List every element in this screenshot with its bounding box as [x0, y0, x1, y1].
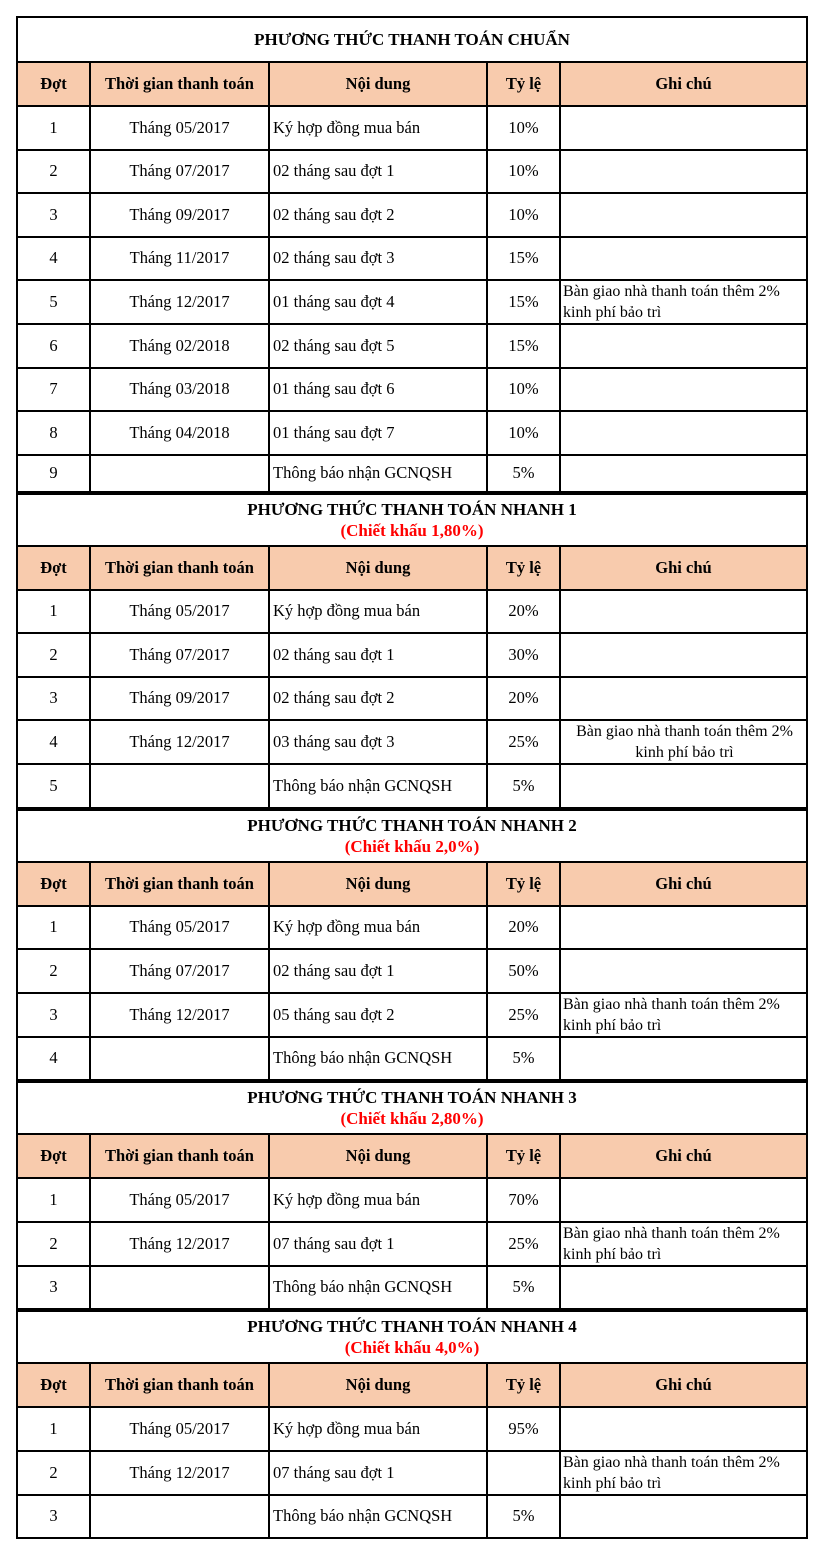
section-title-cell: [17, 810, 807, 862]
table-row: [17, 1266, 807, 1310]
section-title: PHƯƠNG THỨC THANH TOÁN NHANH 1: [247, 499, 577, 519]
cell-content: 02 tháng sau đợt 3: [269, 237, 487, 281]
table-row: [17, 1495, 807, 1539]
discount-label: (Chiết khấu 1,80%): [340, 520, 484, 540]
table-header-row: [17, 546, 807, 590]
discount-label: (Chiết khấu 2,80%): [340, 1109, 484, 1128]
cell-ratio: 25%: [487, 720, 560, 764]
cell-time: Tháng 12/2017: [90, 1451, 269, 1495]
cell-ratio: 15%: [487, 237, 560, 281]
cell-note: [560, 633, 807, 677]
payment-table: [16, 1081, 808, 1310]
cell-content: 01 tháng sau đợt 4: [269, 280, 487, 324]
payment-method-section-2: [16, 493, 806, 809]
cell-dot: 3: [17, 677, 90, 721]
cell-dot: 2: [17, 1222, 90, 1266]
cell-ratio: 30%: [487, 633, 560, 677]
cell-content: Thông báo nhận GCNQSH: [269, 1266, 487, 1310]
table-row: [17, 764, 807, 808]
cell-ratio: 20%: [487, 677, 560, 721]
cell-time: Tháng 02/2018: [90, 324, 269, 368]
cell-ratio: 20%: [487, 906, 560, 950]
cell-time: Tháng 09/2017: [90, 193, 269, 237]
cell-time: [90, 764, 269, 808]
table-row: [17, 411, 807, 455]
header-dot: Đợt: [17, 1134, 90, 1178]
cell-ratio: 5%: [487, 1266, 560, 1310]
cell-time: Tháng 05/2017: [90, 590, 269, 634]
payment-method-section-3: [16, 809, 806, 1082]
cell-content: Ký hợp đồng mua bán: [269, 906, 487, 950]
table-row: [17, 993, 807, 1037]
cell-time: [90, 1037, 269, 1081]
table-row: [17, 1222, 807, 1266]
cell-note: [560, 150, 807, 194]
header-ratio: Tỷ lệ: [487, 546, 560, 590]
cell-dot: 2: [17, 949, 90, 993]
header-content: Nội dung: [269, 862, 487, 906]
cell-dot: 2: [17, 633, 90, 677]
cell-note: [560, 237, 807, 281]
header-content: Nội dung: [269, 1363, 487, 1407]
header-note: Ghi chú: [560, 546, 807, 590]
cell-dot: 3: [17, 993, 90, 1037]
header-content: Nội dung: [269, 1134, 487, 1178]
cell-note: [560, 1266, 807, 1310]
header-dot: Đợt: [17, 546, 90, 590]
header-time: Thời gian thanh toán: [90, 1134, 269, 1178]
cell-dot: 3: [17, 193, 90, 237]
cell-time: Tháng 05/2017: [90, 906, 269, 950]
payment-table: [16, 809, 808, 1082]
section-title-cell: [17, 17, 807, 62]
cell-content: 02 tháng sau đợt 2: [269, 677, 487, 721]
cell-note: [560, 455, 807, 492]
cell-dot: 4: [17, 237, 90, 281]
cell-ratio: 15%: [487, 280, 560, 324]
header-dot: Đợt: [17, 62, 90, 106]
table-row: [17, 1407, 807, 1451]
cell-ratio: 5%: [487, 764, 560, 808]
cell-content: Thông báo nhận GCNQSH: [269, 1495, 487, 1539]
table-header-row: [17, 62, 807, 106]
table-header-row: [17, 1134, 807, 1178]
cell-time: Tháng 07/2017: [90, 150, 269, 194]
payment-method-section-1: [16, 16, 806, 493]
cell-dot: 6: [17, 324, 90, 368]
cell-note: [560, 193, 807, 237]
cell-note: [560, 411, 807, 455]
cell-ratio: 10%: [487, 411, 560, 455]
header-ratio: Tỷ lệ: [487, 1363, 560, 1407]
table-row: [17, 455, 807, 492]
cell-note: [560, 1037, 807, 1081]
cell-content: Ký hợp đồng mua bán: [269, 1407, 487, 1451]
cell-dot: 3: [17, 1495, 90, 1539]
cell-time: Tháng 12/2017: [90, 993, 269, 1037]
cell-dot: 1: [17, 906, 90, 950]
cell-content: 02 tháng sau đợt 1: [269, 633, 487, 677]
cell-content: 02 tháng sau đợt 5: [269, 324, 487, 368]
section-title: PHƯƠNG THỨC THANH TOÁN NHANH 4: [247, 1317, 577, 1336]
cell-ratio: 10%: [487, 106, 560, 150]
cell-time: Tháng 12/2017: [90, 280, 269, 324]
header-ratio: Tỷ lệ: [487, 862, 560, 906]
section-title-cell: [17, 494, 807, 546]
table-row: [17, 906, 807, 950]
cell-time: Tháng 07/2017: [90, 633, 269, 677]
cell-note: [560, 1178, 807, 1222]
cell-note: Bàn giao nhà thanh toán thêm 2% kinh phí bảo trì: [560, 280, 807, 324]
section-title: PHƯƠNG THỨC THANH TOÁN NHANH 2: [247, 815, 577, 835]
table-row: [17, 368, 807, 412]
discount-label: (Chiết khấu 4,0%): [344, 1338, 480, 1357]
cell-time: Tháng 12/2017: [90, 720, 269, 764]
cell-content: 01 tháng sau đợt 6: [269, 368, 487, 412]
header-dot: Đợt: [17, 1363, 90, 1407]
cell-ratio: 10%: [487, 193, 560, 237]
cell-ratio: 10%: [487, 368, 560, 412]
header-note: Ghi chú: [560, 1363, 807, 1407]
cell-dot: 5: [17, 280, 90, 324]
table-row: [17, 633, 807, 677]
cell-dot: 7: [17, 368, 90, 412]
section-title-cell: [17, 1082, 807, 1134]
cell-note: [560, 368, 807, 412]
header-content: Nội dung: [269, 546, 487, 590]
cell-time: [90, 1266, 269, 1310]
table-header-row: [17, 862, 807, 906]
table-row: [17, 1037, 807, 1081]
header-note: Ghi chú: [560, 862, 807, 906]
cell-dot: 9: [17, 455, 90, 492]
header-time: Thời gian thanh toán: [90, 1363, 269, 1407]
cell-dot: 4: [17, 720, 90, 764]
table-row: [17, 280, 807, 324]
cell-content: Thông báo nhận GCNQSH: [269, 455, 487, 492]
table-row: [17, 193, 807, 237]
cell-content: 01 tháng sau đợt 7: [269, 411, 487, 455]
cell-content: 05 tháng sau đợt 2: [269, 993, 487, 1037]
payment-method-section-4: [16, 1081, 806, 1310]
cell-ratio: 70%: [487, 1178, 560, 1222]
table-header-row: [17, 1363, 807, 1407]
header-time: Thời gian thanh toán: [90, 862, 269, 906]
cell-note: [560, 906, 807, 950]
cell-content: 02 tháng sau đợt 1: [269, 150, 487, 194]
cell-content: 02 tháng sau đợt 2: [269, 193, 487, 237]
header-content: Nội dung: [269, 62, 487, 106]
cell-note: [560, 677, 807, 721]
payment-table: [16, 16, 808, 493]
cell-note: Bàn giao nhà thanh toán thêm 2% kinh phí bảo trì: [560, 993, 807, 1037]
payment-method-section-5: [16, 1310, 806, 1539]
cell-ratio: 5%: [487, 455, 560, 492]
cell-content: Ký hợp đồng mua bán: [269, 106, 487, 150]
cell-note: Bàn giao nhà thanh toán thêm 2% kinh phí bảo trì: [560, 1451, 807, 1495]
table-row: [17, 1451, 807, 1495]
cell-dot: 1: [17, 1178, 90, 1222]
cell-note: Bàn giao nhà thanh toán thêm 2% kinh phí bảo trì: [560, 720, 807, 764]
cell-dot: 1: [17, 590, 90, 634]
cell-note: [560, 106, 807, 150]
cell-ratio: 20%: [487, 590, 560, 634]
cell-dot: 4: [17, 1037, 90, 1081]
cell-time: [90, 455, 269, 492]
header-note: Ghi chú: [560, 62, 807, 106]
discount-label: (Chiết khấu 2,0%): [344, 836, 480, 856]
table-row: [17, 324, 807, 368]
cell-ratio: 95%: [487, 1407, 560, 1451]
cell-dot: 8: [17, 411, 90, 455]
payment-schedule-document: [16, 16, 806, 1539]
cell-content: 07 tháng sau đợt 1: [269, 1451, 487, 1495]
cell-time: Tháng 03/2018: [90, 368, 269, 412]
header-note: Ghi chú: [560, 1134, 807, 1178]
cell-ratio: 5%: [487, 1495, 560, 1539]
table-row: [17, 720, 807, 764]
header-time: Thời gian thanh toán: [90, 62, 269, 106]
cell-time: Tháng 05/2017: [90, 1407, 269, 1451]
cell-time: Tháng 12/2017: [90, 1222, 269, 1266]
cell-content: Thông báo nhận GCNQSH: [269, 1037, 487, 1081]
cell-dot: 1: [17, 106, 90, 150]
section-title: PHƯƠNG THỨC THANH TOÁN NHANH 3: [247, 1088, 577, 1107]
cell-content: Ký hợp đồng mua bán: [269, 590, 487, 634]
table-row: [17, 677, 807, 721]
cell-content: 02 tháng sau đợt 1: [269, 949, 487, 993]
cell-time: Tháng 07/2017: [90, 949, 269, 993]
cell-time: Tháng 05/2017: [90, 1178, 269, 1222]
cell-dot: 2: [17, 1451, 90, 1495]
cell-time: Tháng 09/2017: [90, 677, 269, 721]
cell-note: [560, 1407, 807, 1451]
cell-content: 03 tháng sau đợt 3: [269, 720, 487, 764]
cell-ratio: 5%: [487, 1037, 560, 1081]
cell-note: Bàn giao nhà thanh toán thêm 2% kinh phí bảo trì: [560, 1222, 807, 1266]
header-dot: Đợt: [17, 862, 90, 906]
cell-time: Tháng 04/2018: [90, 411, 269, 455]
header-ratio: Tỷ lệ: [487, 1134, 560, 1178]
cell-note: [560, 590, 807, 634]
cell-ratio: 10%: [487, 150, 560, 194]
cell-ratio: 15%: [487, 324, 560, 368]
table-row: [17, 1178, 807, 1222]
payment-table: [16, 1310, 808, 1539]
cell-note: [560, 764, 807, 808]
cell-content: Thông báo nhận GCNQSH: [269, 764, 487, 808]
cell-time: [90, 1495, 269, 1539]
cell-ratio: [487, 1451, 560, 1495]
table-row: [17, 590, 807, 634]
cell-time: Tháng 11/2017: [90, 237, 269, 281]
table-row: [17, 949, 807, 993]
cell-note: [560, 949, 807, 993]
cell-dot: 1: [17, 1407, 90, 1451]
cell-ratio: 50%: [487, 949, 560, 993]
cell-ratio: 25%: [487, 1222, 560, 1266]
cell-note: [560, 1495, 807, 1539]
cell-note: [560, 324, 807, 368]
cell-content: 07 tháng sau đợt 1: [269, 1222, 487, 1266]
payment-table: [16, 493, 808, 809]
section-title-cell: [17, 1311, 807, 1363]
cell-time: Tháng 05/2017: [90, 106, 269, 150]
header-time: Thời gian thanh toán: [90, 546, 269, 590]
cell-content: Ký hợp đồng mua bán: [269, 1178, 487, 1222]
cell-dot: 5: [17, 764, 90, 808]
table-row: [17, 237, 807, 281]
table-row: [17, 106, 807, 150]
section-title: PHƯƠNG THỨC THANH TOÁN CHUẨN: [254, 30, 570, 49]
cell-ratio: 25%: [487, 993, 560, 1037]
table-row: [17, 150, 807, 194]
header-ratio: Tỷ lệ: [487, 62, 560, 106]
cell-dot: 2: [17, 150, 90, 194]
cell-dot: 3: [17, 1266, 90, 1310]
